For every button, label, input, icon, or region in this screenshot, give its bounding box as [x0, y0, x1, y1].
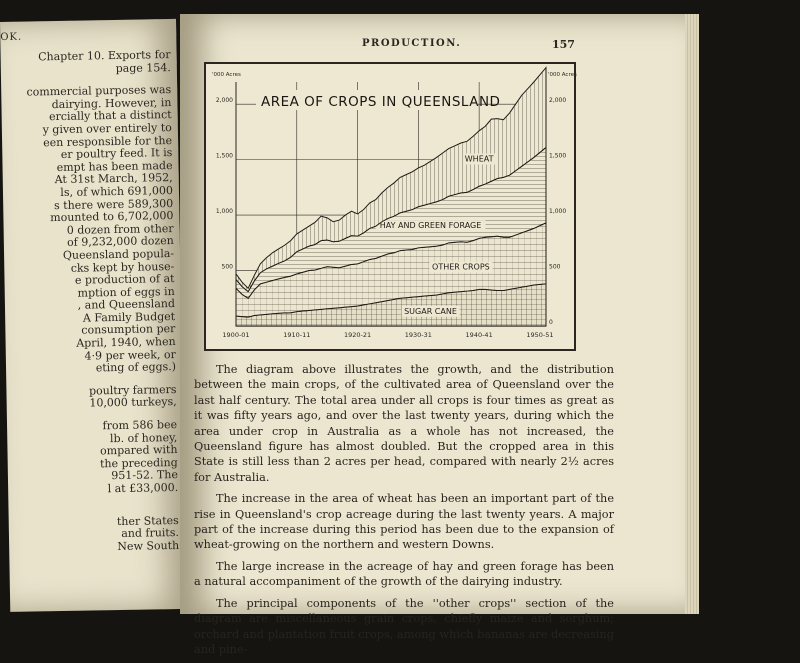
body-paragraph: The diagram above illustrates the growth, and the distribution between the main crops, of the cultivated area of Queensland over the last half century. The total area under all crops is four times as great as it was fifty years ago, and over the last twenty years, during which the area under crop in Australia as a whole has not increased, the Queensland figure has almost doubled. But the cropped area in this State is still less than 2 acres per head, compared with nearly 2½ acres for Australia.: [194, 363, 614, 484]
left-text-line: ompared with: [99, 443, 178, 458]
left-text-line: , and Queensland: [77, 297, 176, 312]
left-text-line: empt has been made: [56, 158, 173, 174]
left-text-line: ls, of which 691,000: [60, 183, 174, 199]
left-text-line: At 31st March, 1952,: [54, 171, 173, 187]
chart-figure: [204, 62, 576, 351]
left-text-line: 951-52. The: [111, 468, 179, 483]
left-text-line: mounted to 6,702,000: [50, 209, 174, 225]
left-page-text: [1, 49, 180, 555]
left-text-line: e production of at: [74, 272, 175, 287]
left-text-line: een responsible for the: [43, 133, 173, 149]
left-text-line: from 586 bee: [102, 418, 178, 433]
left-text-line: lb. of honey,: [109, 430, 178, 445]
left-text-line: er poultry feed. It is: [60, 146, 173, 162]
page-edges: [685, 14, 699, 614]
series-label: SUGAR CANE: [404, 306, 457, 316]
left-text-line: New South: [117, 538, 180, 553]
y-tick-label-right: 1,500: [549, 152, 567, 160]
x-tick-label: 1910-11: [283, 331, 311, 339]
y-tick-label: 2,000: [215, 97, 233, 105]
y-zero-label: 0: [549, 319, 553, 326]
unit-label-left: '000 Acres: [212, 72, 241, 78]
left-text-line: and fruits.: [121, 526, 180, 541]
left-text-line: page 154.: [115, 60, 171, 75]
left-running-head: OK.: [0, 31, 23, 43]
series-label: HAY AND GREEN FORAGE: [379, 221, 482, 231]
left-text-line: eting of eggs.): [95, 360, 177, 375]
left-text-line: 0 dozen from other: [66, 221, 174, 237]
left-text-line: s there were 589,300: [53, 196, 174, 212]
x-tick-label: 1950-51: [526, 331, 554, 339]
body-paragraph: The increase in the area of wheat has been an important part of the rise in Queensland's crop acreage during the last twenty years. A major part of the increase during this period has been due to the expansion of wheat-growing on the northern and western Downs.: [194, 492, 614, 552]
left-text-line: cks kept by house-: [70, 259, 175, 275]
body-text: [194, 362, 614, 663]
page-number: 157: [552, 38, 575, 51]
left-text-line: y given over entirely to: [42, 120, 172, 137]
series-label: WHEAT: [464, 154, 494, 164]
body-paragraph: The principal components of the ''other crops'' section of the diagram are miscellaneous grain crops, chiefly maize and sorghum; orchard and plantation fruit crops, among which bananas are decreasing and pine-: [194, 596, 614, 656]
left-text-line: poultry farmers: [88, 382, 177, 398]
area-chart: [206, 64, 577, 349]
left-text-line: ther States: [116, 513, 179, 528]
y-tick-label-right: 1,000: [549, 208, 567, 216]
left-text-line: of 9,232,000 dozen: [67, 234, 174, 250]
left-text-line: ercially that a distinct: [48, 108, 172, 124]
left-text-line: A Family Budget: [82, 309, 176, 325]
x-tick-label: 1920-21: [343, 331, 372, 339]
running-head: PRODUCTION.: [362, 38, 462, 49]
chart-title: AREA OF CROPS IN QUEENSLAND: [261, 94, 501, 110]
y-tick-label-right: 500: [549, 263, 561, 271]
x-tick-label: 1930-31: [404, 331, 432, 339]
y-tick-label: 1,500: [215, 152, 233, 160]
left-text-line: l at £33,000.: [107, 480, 179, 496]
left-text-line: 10,000 turkeys,: [89, 395, 177, 410]
left-text-line: 4·9 per week, or: [84, 347, 176, 363]
left-text-line: Chapter 10. Exports for: [38, 48, 171, 64]
left-page: [0, 19, 186, 612]
left-text-line: mption of eggs in: [77, 284, 175, 300]
y-tick-label: 500: [221, 263, 233, 271]
y-tick-label: 1,000: [215, 208, 233, 216]
left-text-line: commercial purposes was: [26, 83, 172, 99]
series-label: OTHER CROPS: [432, 262, 490, 272]
body-paragraph: The large increase in the acreage of hay and green forage has been a natural accompaniment of the growth of the dairying industry.: [194, 559, 614, 589]
left-text-line: consumption per: [81, 322, 176, 338]
y-tick-label-right: 2,000: [549, 97, 567, 105]
left-text-line: the preceding: [99, 455, 178, 471]
x-tick-label: 1940-41: [465, 331, 493, 339]
left-text-line: Queensland popula-: [62, 246, 175, 262]
left-text-line: dairying. However, in: [51, 95, 172, 111]
left-text-line: April, 1940, when: [76, 335, 176, 350]
unit-label-right: '000 Acres: [548, 72, 577, 78]
right-page: [180, 14, 685, 656]
x-tick-label: 1900-01: [222, 331, 250, 339]
